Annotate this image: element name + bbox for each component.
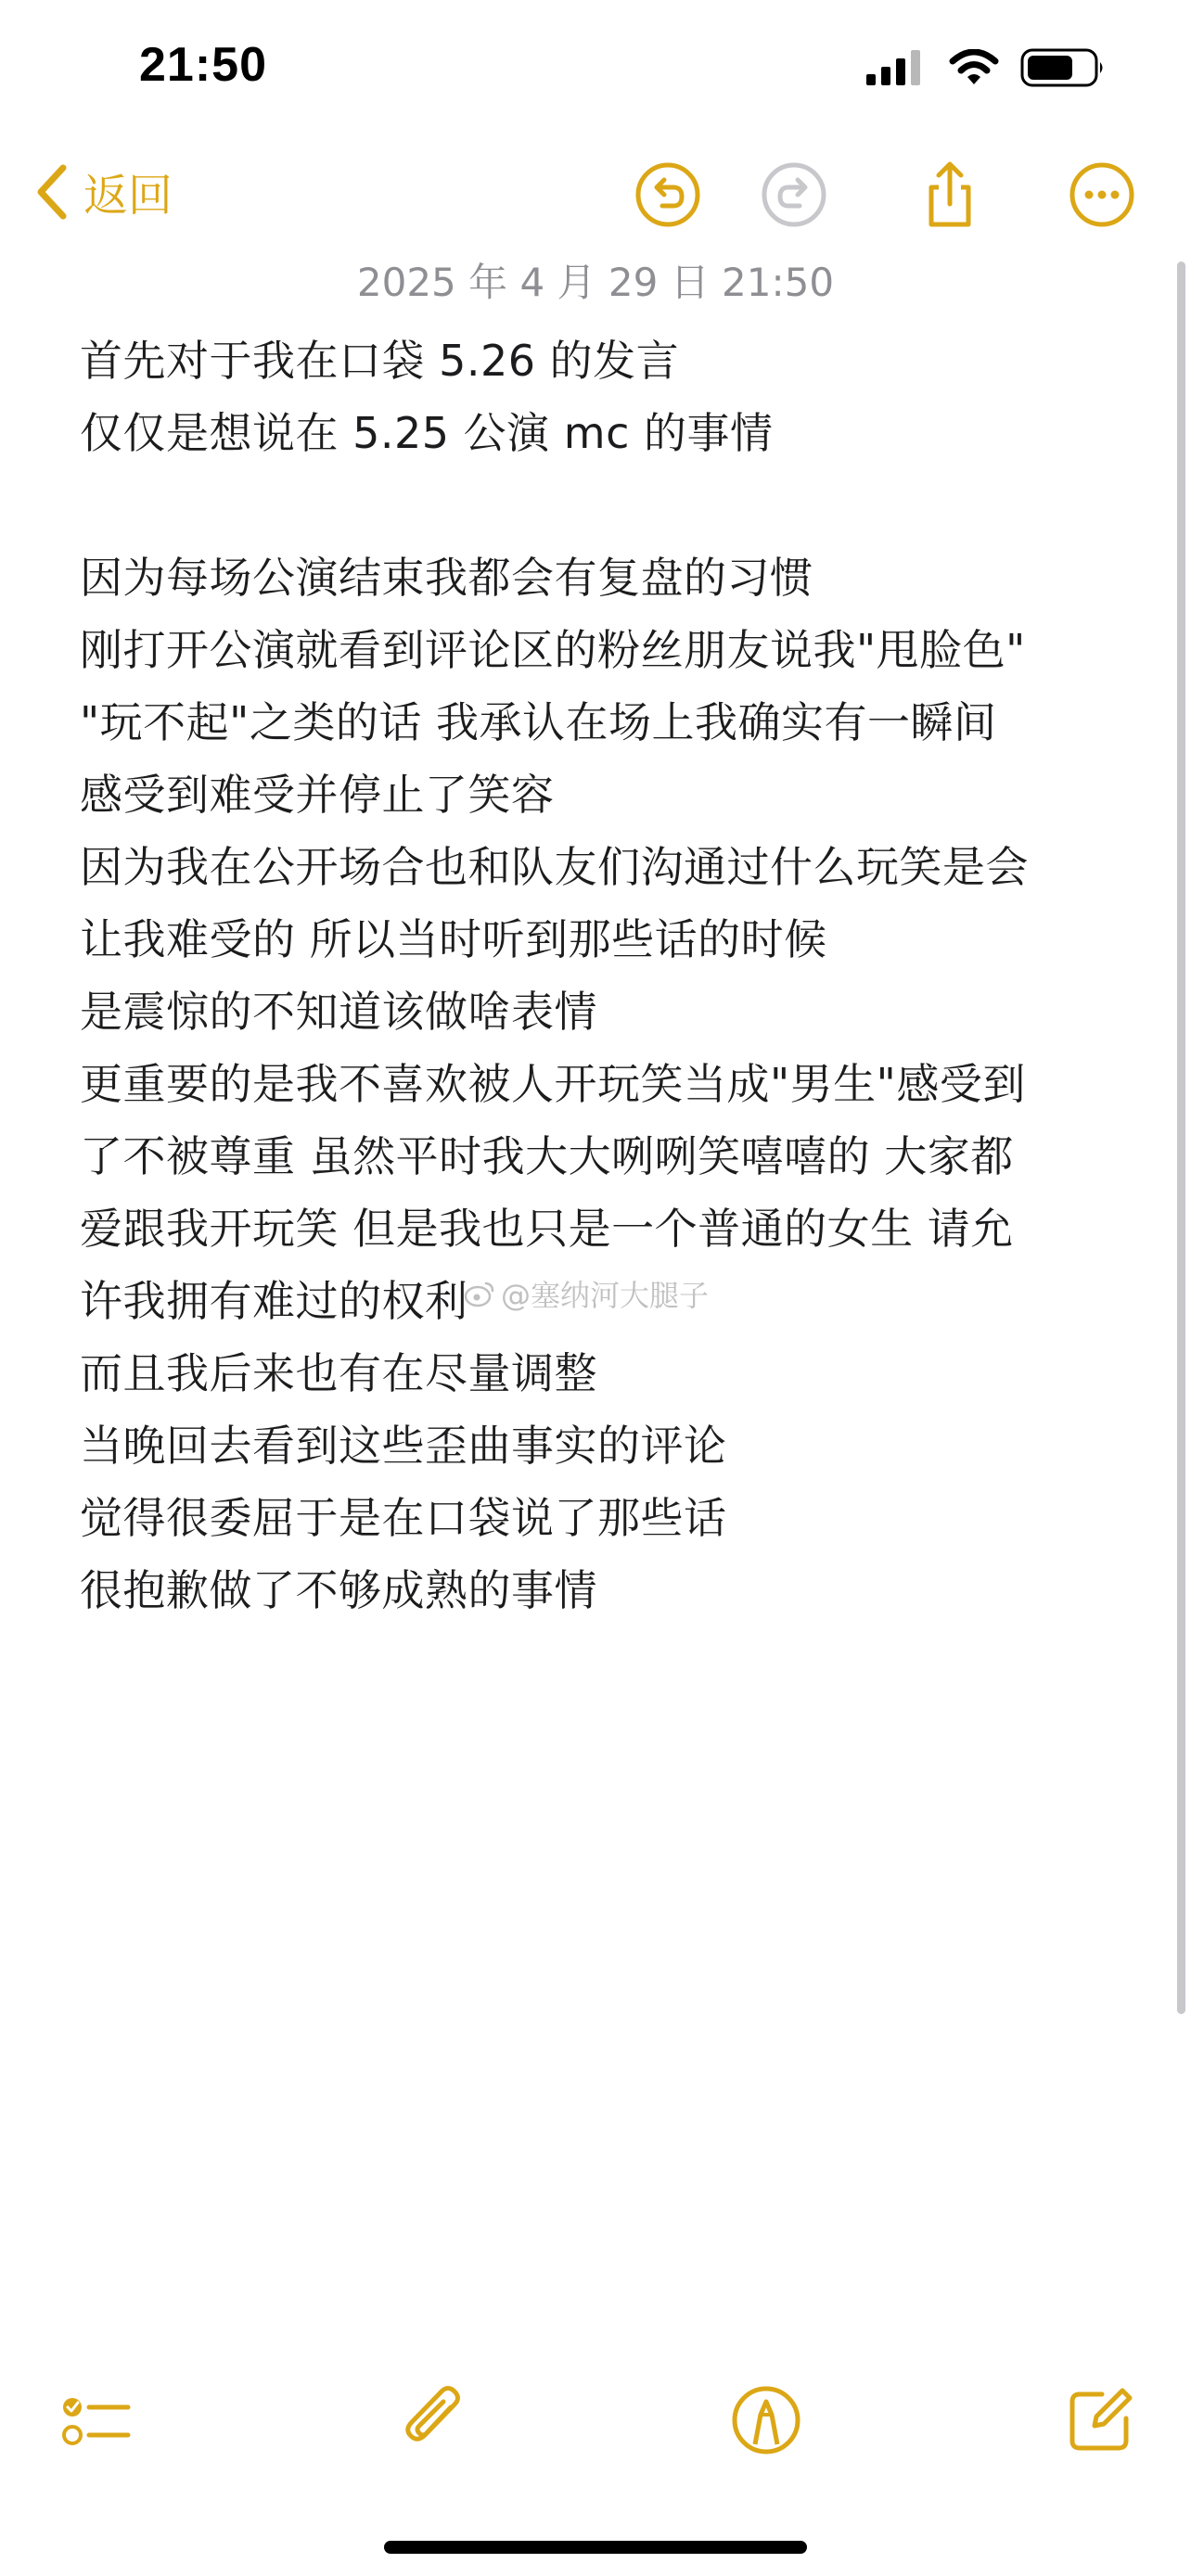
compose-button[interactable] bbox=[1063, 2383, 1137, 2457]
weibo-logo-icon bbox=[464, 1280, 495, 1307]
status-time: 21:50 bbox=[139, 38, 267, 92]
redo-button[interactable] bbox=[759, 159, 829, 230]
redo-icon bbox=[759, 159, 829, 230]
watermark bbox=[464, 1272, 709, 1315]
note-line: 觉得很委屈于是在口袋说了那些话 bbox=[80, 1493, 727, 1543]
note-line: 而且我后来也有在尽量调整 bbox=[80, 1348, 597, 1398]
note-line: 是震惊的不知道该做啥表情 bbox=[80, 987, 597, 1037]
checklist-button[interactable] bbox=[59, 2383, 134, 2457]
chevron-left-icon bbox=[33, 162, 70, 222]
note-line: 爱跟我开玩笑 但是我也只是一个普通的女生 请允 bbox=[80, 1204, 1014, 1254]
bottom-toolbar bbox=[0, 2383, 1191, 2467]
note-date: 2025 年 4 月 29 日 21:50 bbox=[356, 260, 835, 305]
more-button[interactable] bbox=[1067, 159, 1137, 230]
note-line: 许我拥有难过的权利 bbox=[80, 1276, 468, 1326]
share-icon bbox=[915, 159, 985, 230]
note-line: 很抱歉做了不够成熟的事情 bbox=[80, 1565, 597, 1615]
note-line: "玩不起"之类的话 我承认在场上我确实有一瞬间 bbox=[80, 697, 997, 747]
back-button[interactable] bbox=[33, 159, 173, 223]
attach-button[interactable] bbox=[399, 2383, 473, 2457]
compose-icon bbox=[1063, 2383, 1137, 2457]
note-line: 因为我在公开场合也和队友们沟通过什么玩笑是会 bbox=[80, 842, 1029, 892]
note-line: 感受到难受并停止了笑容 bbox=[80, 770, 555, 820]
note-line bbox=[80, 469, 1128, 542]
note-line: 因为每场公演结束我都会有复盘的习惯 bbox=[80, 553, 813, 603]
home-indicator[interactable] bbox=[384, 2541, 807, 2554]
paperclip-icon bbox=[399, 2383, 473, 2457]
status-icons bbox=[866, 48, 1106, 87]
note-line: 仅仅是想说在 5.25 公演 mc 的事情 bbox=[80, 408, 774, 458]
more-icon bbox=[1067, 159, 1137, 230]
cellular-signal-icon bbox=[866, 50, 928, 85]
share-button[interactable] bbox=[915, 159, 985, 230]
undo-button[interactable] bbox=[633, 159, 703, 230]
back-label: 返回 bbox=[83, 170, 173, 222]
watermark-text: @塞纳河大腿子 bbox=[501, 1278, 710, 1313]
status-bar bbox=[0, 0, 1191, 139]
note-body[interactable] bbox=[80, 325, 1128, 1626]
note-line: 当晚回去看到这些歪曲事实的评论 bbox=[80, 1421, 727, 1471]
note-line: 让我难受的 所以当时听到那些话的时候 bbox=[80, 914, 827, 964]
note-line: 首先对于我在口袋 5.26 的发言 bbox=[80, 336, 680, 386]
markup-pen-icon bbox=[729, 2383, 803, 2457]
checklist-icon bbox=[59, 2383, 134, 2457]
wifi-icon bbox=[948, 49, 1000, 86]
note-line: 刚打开公演就看到评论区的粉丝朋友说我"甩脸色" bbox=[80, 625, 1026, 675]
note-line: 更重要的是我不喜欢被人开玩笑当成"男生"感受到 bbox=[80, 1059, 1026, 1109]
markup-button[interactable] bbox=[729, 2383, 803, 2457]
nav-bar bbox=[0, 148, 1191, 241]
scroll-indicator[interactable] bbox=[1177, 261, 1185, 2014]
note-line: 了不被尊重 虽然平时我大大咧咧笑嘻嘻的 大家都 bbox=[80, 1131, 1014, 1181]
battery-icon bbox=[1020, 48, 1106, 87]
undo-icon bbox=[633, 159, 703, 230]
